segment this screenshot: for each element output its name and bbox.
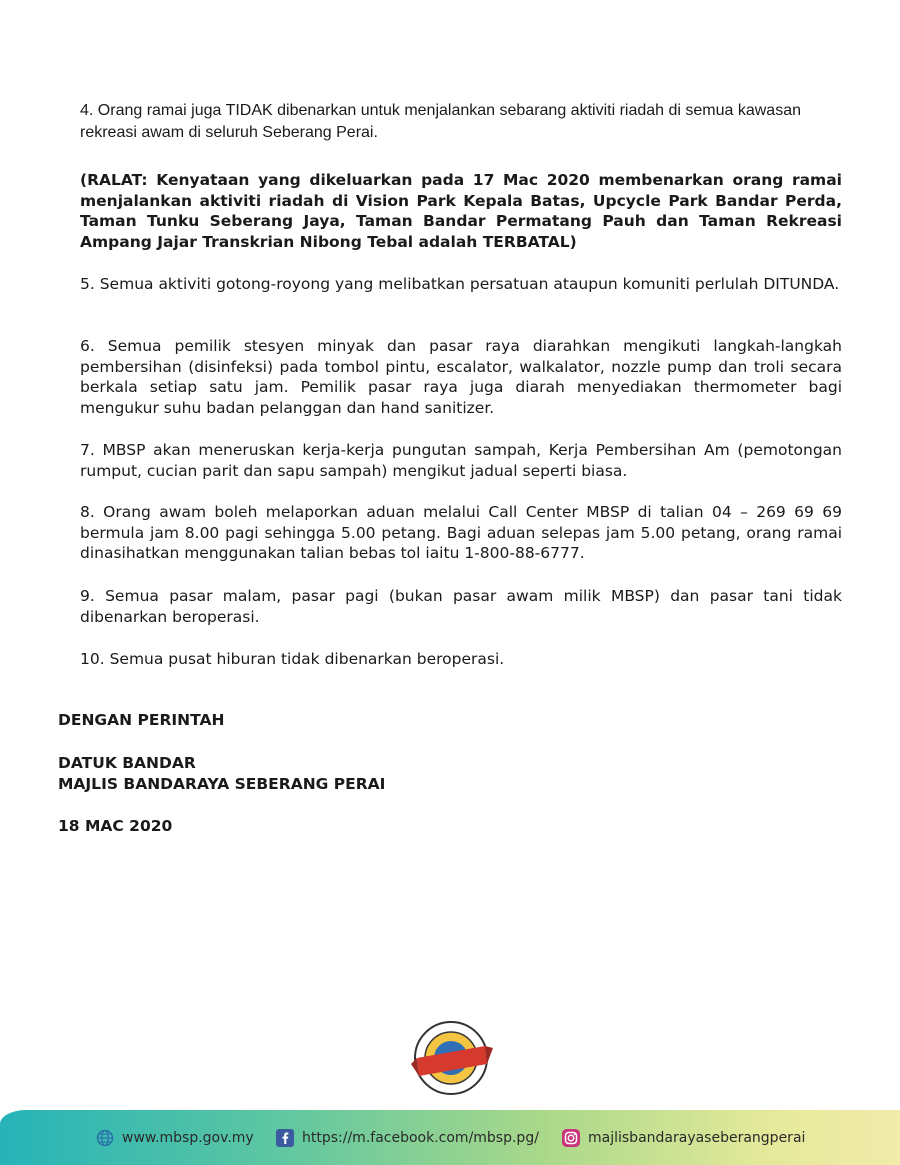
footer-instagram-text: majlisbandarayaseberangperai (588, 1130, 806, 1146)
footer-facebook-text: https://m.facebook.com/mbsp.pg/ (302, 1130, 539, 1146)
instagram-icon (562, 1129, 580, 1147)
signature-council: MAJLIS BANDARAYA SEBERANG PERAI (58, 775, 386, 793)
paragraph-8: 8. Orang awam boleh melaporkan aduan melalui Call Center MBSP di talian 04 – 269 69 69 bermula jam 8.00 pagi sehingga 5.00 petang. Bagi aduan selepas jam 5.00 petang, orang ramai dinasihatkan menggunakan talian bebas tol iaitu 1-800-88-6777. (80, 503, 842, 562)
globe-icon (96, 1129, 114, 1147)
signature-order: DENGAN PERINTAH (58, 711, 225, 729)
paragraph-7: 7. MBSP akan meneruskan kerja-kerja pungutan sampah, Kerja Pembersihan Am (pemotongan rumput, cucian parit dan sapu sampah) mengikut jadual seperti biasa. (80, 441, 842, 480)
paragraph-6: 6. Semua pemilik stesyen minyak dan pasar raya diarahkan mengikuti langkah-langkah pembersihan (disinfeksi) pada tombol pintu, escalator, walkalator, nozzle pump dan troli secara berkala setiap satu jam. Pemilik pasar raya juga diarah menyediakan thermometer bagi mengukur suhu badan pelanggan dan hand sanitizer. (80, 337, 842, 417)
footer-instagram[interactable] (562, 1127, 805, 1149)
paragraph-10: 10. Semua pusat hiburan tidak dibenarkan beroperasi. (80, 650, 505, 668)
facebook-icon (276, 1129, 294, 1147)
footer-website[interactable] (96, 1127, 254, 1149)
paragraph-9: 9. Semua pasar malam, pasar pagi (bukan pasar awam milik MBSP) dan pasar tani tidak dibenarkan beroperasi. (80, 587, 842, 626)
footer-facebook[interactable] (276, 1127, 539, 1149)
ralat-notice: (RALAT: Kenyataan yang dikeluarkan pada 17 Mac 2020 membenarkan orang ramai menjalankan aktiviti riadah di Vision Park Kepala Batas, Upcycle Park Bandar Perda, Taman Tunku Seberang Jaya, Taman Bandar Permatang Pauh dan Taman Rekreasi Ampang Jajar Transkrian Nibong Tebal adalah TERBATAL) (80, 171, 842, 251)
footer-bar (0, 1110, 900, 1165)
signature-date: 18 MAC 2020 (58, 817, 173, 835)
signature-title: DATUK BANDAR (58, 754, 196, 772)
paragraph-5: 5. Semua aktiviti gotong-royong yang melibatkan persatuan ataupun komuniti perlulah DITUNDA. (80, 275, 840, 293)
footer-website-text: www.mbsp.gov.my (122, 1130, 254, 1146)
paragraph-4: 4. Orang ramai juga TIDAK dibenarkan untuk menjalankan sebarang aktiviti riadah di semua kawasan rekreasi awam di seluruh Seberang Perai. (80, 102, 801, 141)
penang-lawan-covid-logo (403, 1020, 499, 1096)
